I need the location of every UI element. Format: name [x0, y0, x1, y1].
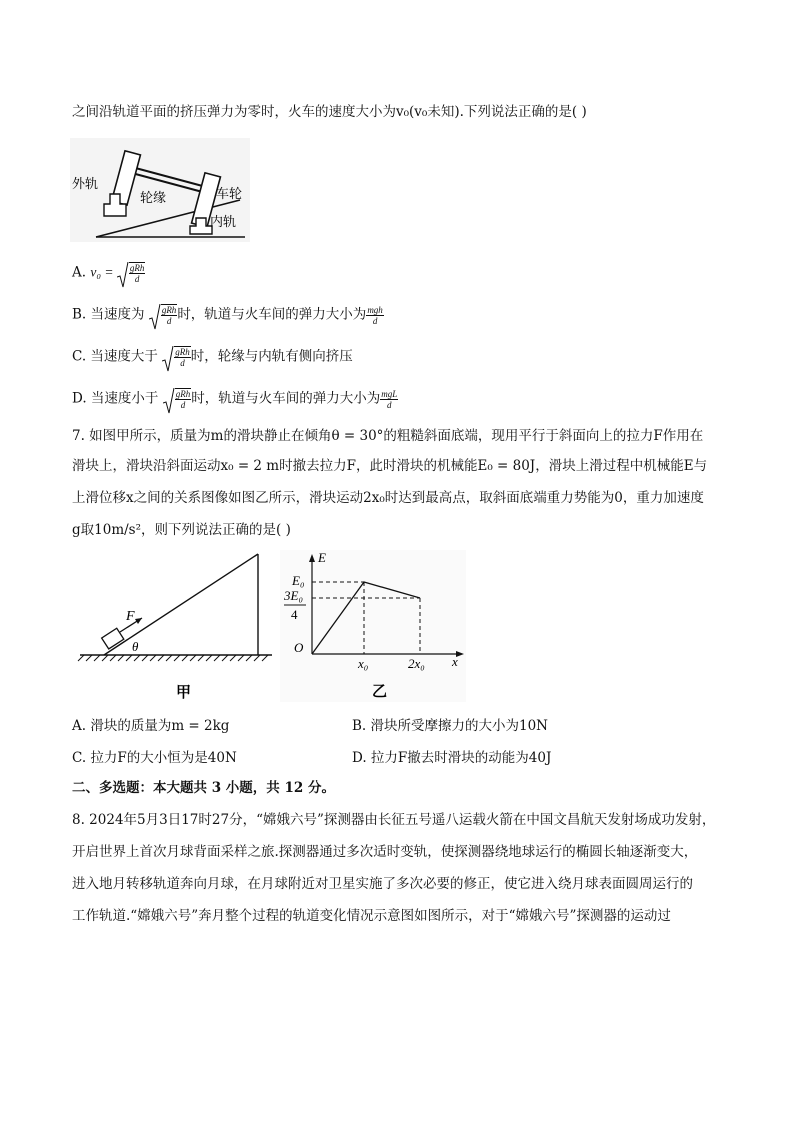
section-heading: 二、多选题：本大题共 3 小题，共 12 分。 [72, 780, 335, 796]
sqrt-expression: $\frac{\text{gRh}}{d}$ [149, 304, 178, 326]
q7-line-2: 滑块上，滑块沿斜面运动x₀ = 2 m时撤去拉力F，此时滑块的机械能E₀ = 80J，滑块上滑过程中机械能E与 [72, 458, 708, 474]
caption-yi: 乙 [372, 682, 388, 700]
q7-figure-jia [76, 552, 276, 702]
tick-4: 4 [291, 607, 298, 622]
label-outer-rail: 外轨 [72, 177, 99, 192]
q6-option-c: C. 当速度大于 $\frac{\text{gRh}}{d}$ 时，轮缘与内轨有侧向挤压 [72, 346, 353, 368]
tick-x0: x₀ [358, 656, 369, 671]
label-force: F [126, 609, 135, 624]
tick-3e0: 3E₀ [284, 588, 303, 603]
label-inner-rail: 内轨 [210, 215, 237, 230]
caption-jia: 甲 [176, 683, 192, 701]
q8-line-2: 开启世界上首次月球背面采样之旅.探测器通过多次适时变轨，使探测器绕地球运行的椭圆长轴逐渐变大， [72, 844, 698, 860]
q7-option-a: A. 滑块的质量为m = 2kg [72, 718, 230, 734]
q7-figure-yi [280, 550, 466, 702]
q7-line-4: g取10m/s²，则下列说法正确的是( ) [72, 522, 291, 538]
q7-line-1: 7. 如图甲所示，质量为m的滑块静止在倾角θ = 30°的粗糙斜面底端，现用平行于斜面向上的拉力F作用在 [72, 428, 704, 444]
q6-stem-end: 之间沿轨道平面的挤压弹力为零时，火车的速度大小为v₀(v₀未知).下列说法正确的是( ) [72, 104, 587, 120]
tick-e0: E₀ [292, 573, 305, 588]
q7-option-d: D. 拉力F撤去时滑块的动能为40J [352, 750, 552, 766]
label-wheel: 车轮 [216, 187, 243, 202]
q7-option-b: B. 滑块所受摩擦力的大小为10N [352, 718, 548, 734]
sqrt-expression: $\frac{\text{gRh}}{d}$ [162, 346, 191, 368]
axis-e-label: E [318, 550, 326, 565]
tick-2x0: 2x₀ [408, 656, 425, 671]
sqrt-expression: $\frac{\text{gRh}}{d}$ [117, 262, 146, 284]
q8-line-3: 进入地月转移轨道奔向月球，在月球附近对卫星实施了多次必要的修正，使它进入绕月球表面圆周运行的 [72, 876, 693, 892]
q6-track-figure [70, 138, 250, 242]
q6-option-b: B. 当速度为 $\frac{\text{gRh}}{d}$ 时，轨道与火车间的弹力大小为 $\frac{\text{mgh}}{d}$ [72, 304, 384, 326]
q8-line-4: 工作轨道.“嫦娥六号”奔月整个过程的轨道变化情况示意图如图所示，对于“嫦娥六号”探测器的运动过 [72, 908, 671, 924]
axis-x-label: x [452, 654, 458, 669]
label-flange: 轮缘 [140, 191, 167, 206]
sqrt-expression: $\frac{\text{gRh}}{d}$ [163, 388, 192, 410]
q7-option-c: C. 拉力F的大小恒为是40N [72, 750, 237, 766]
q7-line-3: 上滑位移x之间的关系图像如图乙所示，滑块运动2x₀时达到最高点，取斜面底端重力势能为0，重力加速度 [72, 490, 704, 506]
q6-option-d: D. 当速度小于 $\frac{\text{gRh}}{d}$ 时，轨道与火车间的弹力大小为 $\frac{\text{mgL}}{d}$ [72, 388, 398, 410]
label-theta: θ [132, 639, 139, 654]
q8-line-1: 8. 2024年5月3日17时27分，“嫦娥六号”探测器由长征五号遥八运载火箭在中国文昌航天发射场成功发射， [72, 812, 716, 828]
q6-option-a: A. v₀ = $\frac{\text{gRh}}{d}$ [72, 262, 145, 284]
origin-label: O [294, 640, 304, 655]
